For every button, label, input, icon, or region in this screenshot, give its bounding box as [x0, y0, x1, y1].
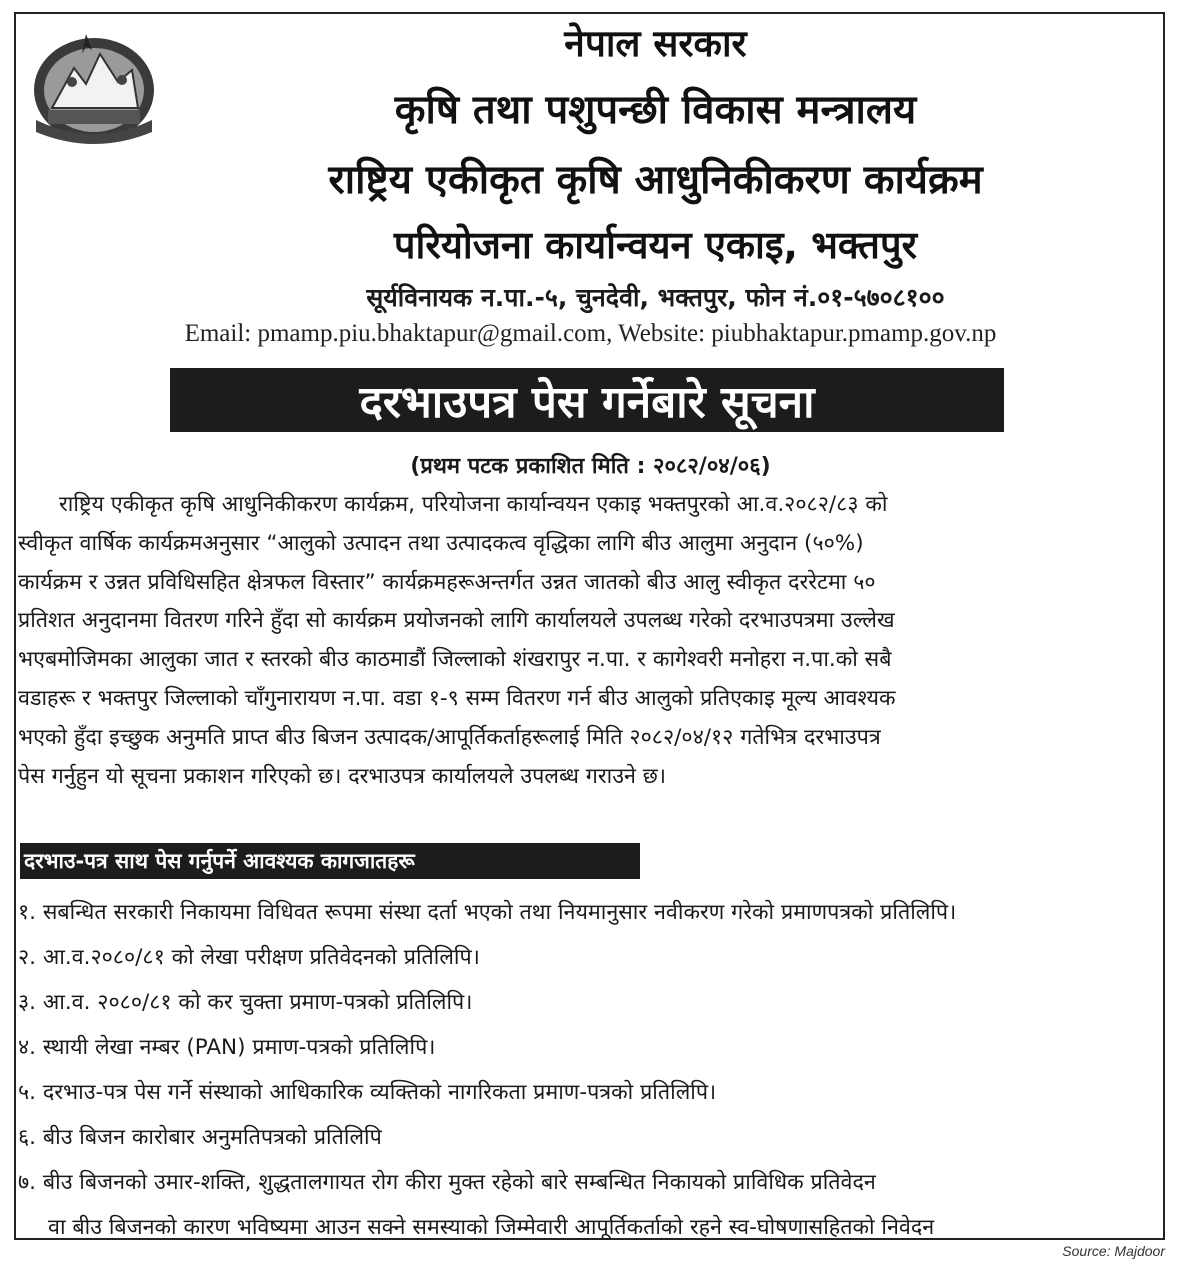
document-item: ४. स्थायी लेखा नम्बर (PAN) प्रमाण-पत्रको प्रतिलिपि।	[18, 1035, 436, 1060]
nepal-government-emblem-icon	[26, 24, 162, 148]
body-line: पेस गर्नुहुन यो सूचना प्रकाशन गरिएको छ। दरभाउपत्र कार्यालयले उपलब्ध गराउने छ।	[18, 763, 667, 789]
unit-title: परियोजना कार्यान्वयन एकाइ, भक्तपुर	[393, 223, 918, 267]
document-item: ५. दरभाउ-पत्र पेस गर्ने संस्थाको आधिकारिक व्यक्तिको नागरिकता प्रमाण-पत्रको प्रतिलिपि।	[18, 1080, 717, 1105]
publish-date: (प्रथम पटक प्रकाशित मिति : २०८२/०४/०६)	[410, 454, 771, 479]
body-line: वडाहरू र भक्तपुर जिल्लाको चाँगुनारायण न.पा. वडा १-९ सम्म वितरण गर्न बीउ आलुको प्रतिएकाइ मूल्य आवश्यक	[18, 685, 896, 711]
document-item: ३. आ.व. २०८०/८१ को कर चुक्ता प्रमाण-पत्रको प्रतिलिपि।	[18, 990, 473, 1015]
source-credit: Source: Majdoor	[1062, 1243, 1165, 1259]
notice-title: दरभाउपत्र पेस गर्नेबारे सूचना	[359, 377, 815, 428]
document-item: २. आ.व.२०८०/८१ को लेखा परीक्षण प्रतिवेदनको प्रतिलिपि।	[18, 945, 480, 970]
documents-list	[18, 890, 1165, 1250]
office-address: सूर्यविनायक न.पा.-५, चुनदेवी, भक्तपुर, फोन नं.०१-५७०८१००	[366, 283, 945, 312]
program-title: राष्ट्रिय एकीकृत कृषि आधुनिकीकरण कार्यक्रम	[328, 157, 983, 203]
document-item-continued: वा बीउ बिजनको कारण भविष्यमा आउन सक्ने समस्याको जिम्मेवारी आपूर्तिकर्ताको रहने स्व-घोषणासहितको निवेदन	[48, 1215, 935, 1240]
documents-heading-bar	[20, 843, 640, 879]
body-line: प्रतिशत अनुदानमा वितरण गरिने हुँदा सो कार्यक्रम प्रयोजनको लागि कार्यालयले उपलब्ध गरेको दरभाउपत्रमा उल्लेख	[18, 608, 895, 634]
notice-title-banner	[170, 368, 1004, 432]
body-line: भएको हुँदा इच्छुक अनुमति प्राप्त बीउ बिजन उत्पादक/आपूर्तिकर्ताहरूलाई मिति २०८२/०४/१२ गतेभित्र दरभाउपत्र	[18, 724, 881, 750]
body-line: राष्ट्रिय एकीकृत कृषि आधुनिकीकरण कार्यक्रम, परियोजना कार्यान्वयन एकाइ भक्तपुरको आ.व.२०८२/८३ को	[18, 492, 888, 517]
government-title: नेपाल सरकार	[564, 22, 747, 65]
body-line: स्वीकृत वार्षिक कार्यक्रमअनुसार “आलुको उत्पादन तथा उत्पादकत्व वृद्धिका लागि बीउ आलुमा अनुदान (५०%)	[18, 530, 864, 556]
notice-body	[18, 486, 1165, 796]
document-item: ६. बीउ बिजन कारोबार अनुमतिपत्रको प्रतिलिपि	[18, 1125, 382, 1150]
documents-heading: दरभाउ-पत्र साथ पेस गर्नुपर्ने आवश्यक कागजातहरू	[24, 849, 415, 873]
body-line: कार्यक्रम र उन्नत प्रविधिसहित क्षेत्रफल विस्तार” कार्यक्रमहरूअन्तर्गत उन्नत जातको बीउ आलु स्वीकृत दररेटमा ५०	[18, 569, 876, 595]
body-line: भएबमोजिमका आलुका जात र स्तरको बीउ काठमाडौं जिल्लाको शंखरापुर न.पा. र कागेश्वरी मनोहरा न.पा.को सबै	[18, 647, 892, 673]
document-item: ७. बीउ बिजनको उमार-शक्ति, शुद्धतालगायत रोग कीरा मुक्त रहेको बारे सम्बन्धित निकायको प्राविधिक प्रतिवेदन	[18, 1170, 876, 1195]
ministry-title: कृषि तथा पशुपन्छी विकास मन्त्रालय	[394, 87, 917, 133]
document-item: १. सबन्धित सरकारी निकायमा विधिवत रूपमा संस्था दर्ता भएको तथा नियमानुसार नवीकरण गरेको प्रमाणपत्रको प्रतिलिपि।	[18, 900, 957, 925]
contact-info: Email: pmamp.piu.bhaktapur@gmail.com, Website: piubhaktapur.pmamp.gov.np	[184, 320, 997, 347]
